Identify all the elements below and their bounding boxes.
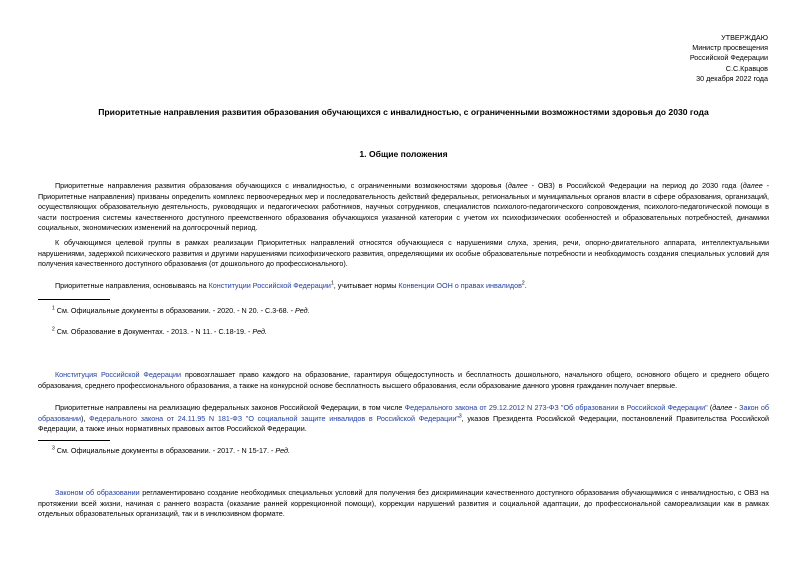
- social-protection-law-link[interactable]: Федерального закона от 24.11.95 N 181-ФЗ "О социальной защите инвалидов в Российской Федерации": [89, 413, 459, 423]
- footnote-text: См. Официальные документы в образовании. - 2017. - N 15-17. -: [54, 446, 276, 455]
- footnote-1: [52, 306, 752, 317]
- paragraph-2: К обучающимся целевой группы в рамках реализации Приоритетных направлений относятся обучающиеся с нарушениями слуха, зрения, речи, опорно-двигательного аппарата, интеллектуальными нарушениями, задержкой психического развития и другими нарушениями психофизического развития, определяющими их особые образовательные потребности и необходимость создания специальных условий для получения качественного доступного образования (от дошкольного до профессионального).: [38, 238, 769, 268]
- approval-line: Российской Федерации: [689, 53, 768, 63]
- text-run: далее: [712, 403, 733, 412]
- paragraph-1: [38, 181, 769, 234]
- approval-line: 30 декабря 2022 года: [696, 73, 768, 83]
- footnote-separator: [38, 299, 110, 300]
- paragraph-5: [38, 403, 769, 435]
- text-run: далее: [742, 181, 763, 190]
- footnote-mark: 1: [52, 305, 55, 312]
- footnote-editor: Ред.: [275, 446, 291, 455]
- education-law-short-link[interactable]: Закон об образовании: [38, 403, 769, 423]
- text-run: ),: [80, 413, 90, 423]
- footnote-editor: Ред.: [252, 327, 268, 336]
- text-run: провозглашает право каждого на образование, гарантируя общедоступность и бесплатность дошкольного, начального общего, основного общего и среднего общего образования, среднего профессионального образования, а также на конкурсной основе бесплатность высшего образования, если образование данного уровня гражданин получает впервые.: [38, 370, 769, 390]
- text-run: регламентировано создание необходимых специальных условий для получения без дискриминации качественного доступного образования обучающимися с инвалидностью, с ОВЗ на протяжении всей жизни, начиная с раннего возраста (оказание ранней коррекционной помощи), коррекции нарушений развития и социальной адаптации, до профессиональной самореализации как в рамках отдельных образовательных организаций, так и в инклюзивном формате.: [38, 488, 769, 518]
- text-run: Приоритетные направлены на реализацию федеральных законов Российской Федерации, в том числе: [55, 403, 405, 412]
- constitution-link[interactable]: Конституция Российской Федерации: [55, 370, 182, 379]
- document-title: Приоритетные направления развития образования обучающихся с инвалидностью, с ограниченными возможностями здоровья до 2030 года: [98, 107, 709, 117]
- approval-line: УТВЕРЖДАЮ: [721, 33, 768, 42]
- footnote-ref[interactable]: 2: [521, 280, 525, 287]
- paragraph-3: [38, 281, 769, 292]
- text-run: - Приоритетные направления) призваны определить комплекс первоочередных мер и последовательность действий федеральных, региональных и муниципальных органов власти в сфере образования, организаций, осуществляющих образовательную деятельность, руководящих и педагогических работников, научных сотрудников, специалистов психолого-педагогического сопровождения, психолого-педагогической помощи в части построения системы качественного доступного преемственного образования обучающихся указанной категории с учетом их психофизических особенностей и образовательных потребностей, динамики социальных, экономических изменений на долгосрочный период.: [38, 181, 770, 232]
- approval-line: С.С.Кравцов: [725, 63, 768, 73]
- footnote-text: См. Официальные документы в образовании. - 2020. - N 20. - С.3-68. -: [54, 306, 295, 315]
- approval-block: [690, 33, 768, 84]
- text-run: Приоритетные направления развития образования обучающихся с инвалидностью, с ограниченными возможностями здоровья (: [55, 181, 508, 190]
- constitution-link[interactable]: Конституции Российской Федерации: [208, 281, 331, 290]
- paragraph-6: [38, 488, 769, 520]
- paragraph-4: [38, 370, 769, 391]
- text-run: (: [707, 403, 713, 412]
- education-law-link[interactable]: Федерального закона от 29.12.2012 N 273-ФЗ "Об образовании в Российской Федерации": [404, 403, 708, 412]
- un-convention-link[interactable]: Конвенции ООН о правах инвалидов: [398, 281, 522, 290]
- education-law-short-link[interactable]: Законом об образовании: [55, 488, 140, 497]
- text-run: - ОВЗ) в Российской Федерации на период до 2030 года (: [527, 181, 743, 190]
- text-run: , учитывает нормы: [333, 281, 399, 290]
- text-run: , указов Президента Российской Федерации, постановлений Правительства Российской Федерации, а также иных нормативных правовых актов Российской Федерации.: [38, 413, 769, 433]
- footnote-ref[interactable]: 3: [458, 413, 462, 420]
- text-run: далее: [507, 181, 528, 190]
- footnote-3: [52, 446, 752, 457]
- footnote-ref[interactable]: 1: [330, 280, 334, 287]
- footnote-separator: [38, 440, 110, 441]
- footnote-mark: 2: [52, 326, 55, 333]
- text-run: Приоритетные направления, основываясь на: [55, 281, 209, 290]
- text-run: -: [732, 403, 740, 412]
- footnote-mark: 3: [52, 445, 55, 452]
- footnote-2: [52, 327, 752, 338]
- footnote-text: См. Образование в Документах. - 2013. - N 11. - С.18-19. -: [54, 327, 253, 336]
- section-heading: 1. Общие положения: [359, 149, 448, 159]
- footnote-editor: Ред.: [294, 306, 310, 315]
- approval-line: Министр просвещения: [692, 43, 768, 53]
- text-run: .: [524, 281, 527, 290]
